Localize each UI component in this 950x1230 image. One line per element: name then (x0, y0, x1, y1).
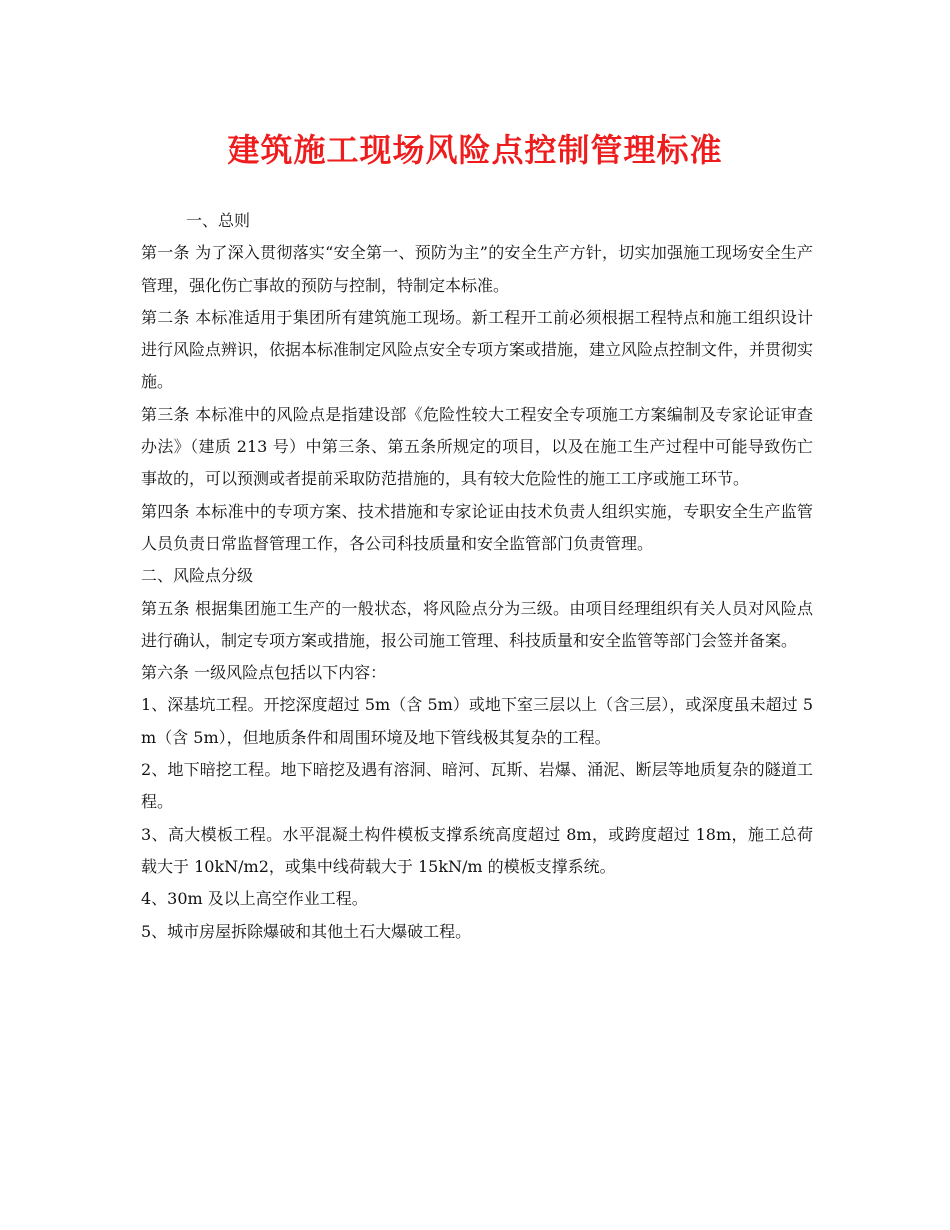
list-item-2: 2、地下暗挖工程。地下暗挖及遇有溶洞、暗河、瓦斯、岩爆、涌泥、断层等地质复杂的隧道工程。 (141, 760, 813, 812)
article-4: 第四条 本标准中的专项方案、技术措施和专家论证由技术负责人组织实施，专职安全生产监管人员负责日常监督管理工作，各公司科技质量和安全监管部门负责管理。 (141, 501, 813, 553)
article-2: 第二条 本标准适用于集团所有建筑施工现场。新工程开工前必须根据工程特点和施工组织设计进行风险点辨识，依据本标准制定风险点安全专项方案或措施，建立风险点控制文件，并贯彻实施。 (141, 307, 814, 392)
list-item-1: 1、深基坑工程。开挖深度超过 5m（含 5m）或地下室三层以上（含三层），或深度虽未超过 5m（含 5m），但地质条件和周围环境及地下管线极其复杂的工程。 (141, 695, 813, 747)
document-title: 建筑施工现场风险点控制管理标准 (227, 131, 723, 169)
document-body (141, 205, 813, 948)
list-item-3: 3、高大模板工程。水平混凝土构件模板支撑系统高度超过 8m，或跨度超过 18m，施工总荷载大于 10kN/m2，或集中线荷载大于 15kN/m 的模板支撑系统。 (141, 824, 813, 876)
section-heading-general: 一、总则 (186, 211, 251, 230)
article-6: 第六条 一级风险点包括以下内容： (141, 663, 387, 683)
article-3: 第三条 本标准中的风险点是指建设部《危险性较大工程安全专项施工方案编制及专家论证审查办法》（建质 213 号）中第三条、第五条所规定的项目，以及在施工生产过程中可能导致伤亡事故的，可以预测或者提前采取防范措施的，具有较大危险性的施工工序或施工环节。 (141, 404, 813, 489)
section-heading-risk-levels: 二、风险点分级 (141, 566, 254, 586)
article-1: 第一条 为了深入贯彻落实“安全第一、预防为主”的安全生产方针，切实加强施工现场安全生产管理，强化伤亡事故的预防与控制，特制定本标准。 (141, 243, 813, 295)
list-item-4: 4、30m 及以上高空作业工程。 (141, 889, 368, 909)
list-item-5: 5、城市房屋拆除爆破和其他土石大爆破工程。 (141, 921, 472, 941)
article-5: 第五条 根据集团施工生产的一般状态，将风险点分为三级。由项目经理组织有关人员对风险点进行确认，制定专项方案或措施，报公司施工管理、科技质量和安全监管等部门会签并备案。 (141, 598, 813, 650)
